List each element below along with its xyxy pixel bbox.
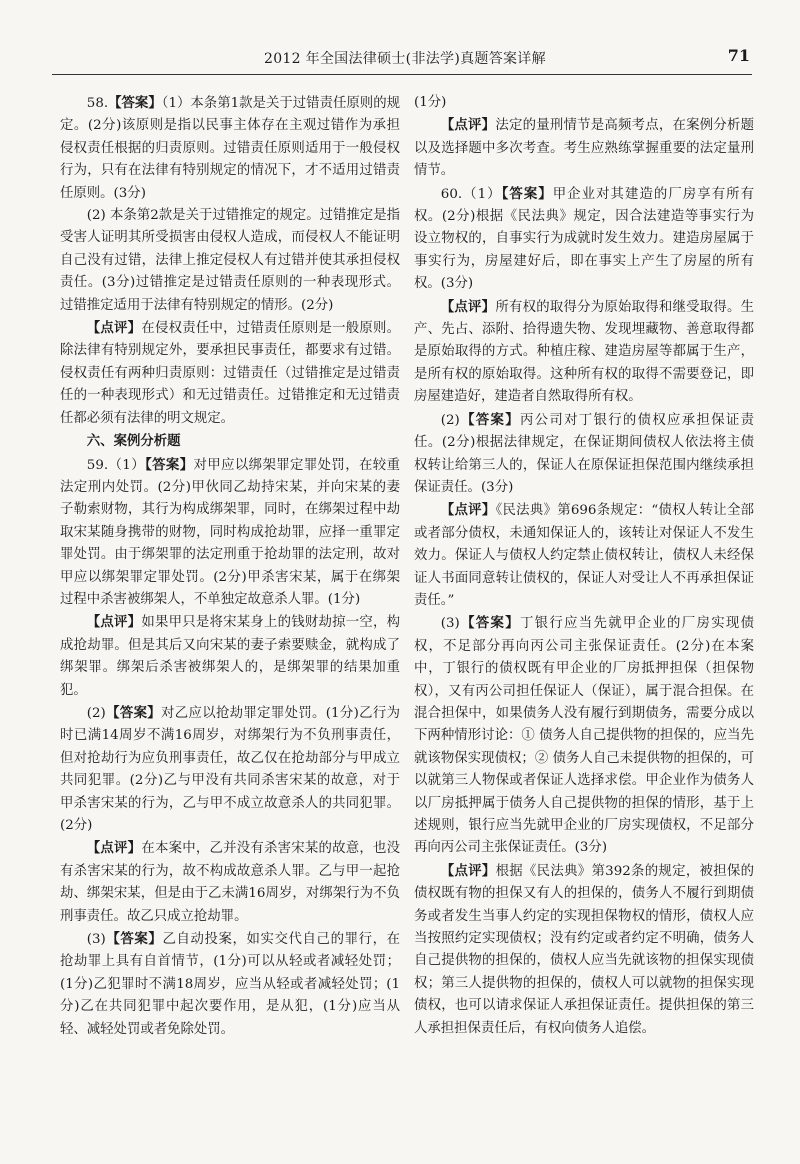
header-title: 2012 年全国法律硕士(非法学)真题答案详解 — [264, 51, 546, 67]
paragraph-text: 丙公司对丁银行的债权应承担保证责任。(2分)根据法律规定，在保证期间债权人依法将主债权转让给第三人的，保证人在原保证担保范围内继续承担保证责任。(3分) — [414, 412, 755, 495]
paragraph-text: (3) — [86, 932, 106, 948]
paragraph-text: 对甲应以绑架罪定罪处罚，在较重法定刑内处罚。(2分)甲伙同乙劫持宋某，并向宋某的妻子勒索财物，其行为构成绑架罪，同时，在绑架过程中劫取宋某随身携带的财物，同时构成抢劫罪，应择一重罪定罪处罚。由于绑架罪的法定刑重于抢劫罪的法定刑，故对甲应以绑架罪定罪处罚。(2分)甲杀害宋某，属于在绑架过程中杀害被绑架人，不单独定故意杀人罪。(1分) — [60, 457, 400, 607]
paragraph-text: 法定的量刑情节是高频考点，在案例分析题以及选择题中多次考查。考生应熟练掌握重要的法定量刑情节。 — [414, 118, 755, 179]
paragraph — [60, 205, 400, 317]
paragraph-text: 丁银行应当先就甲企业的厂房实现债权，不足部分再向丙公司主张保证责任。(2分)在本案中，丁银行的债权既有甲企业的厂房抵押担保（担保物权），又有丙公司担任保证人（保证），属于混合担保。在混合担保中，如果债务人没有履行到期债务，需要分成以下两种情形讨论：① 债务人自己提供物的担保的，应当先就该物保实现债权；② 债务人自己未提供物的担保的，可以就第三人物保或者保证人选择求偿。甲企业作为债务人以厂房抵押属于债务人自己提供物的担保的情形，基于上述规则，银行应当先就甲企业的厂房实现债权，不足部分再向丙公司主张保证责任。(3分) — [414, 616, 755, 856]
left-column — [60, 92, 400, 1041]
paragraph — [60, 928, 400, 1041]
paragraph — [414, 409, 754, 500]
bold-label: 【答案】 — [501, 185, 553, 202]
paragraph-text: (2) 本条第2款是关于过错推定的规定。过错推定是指受害人证明其所受损害由侵权人造成，而侵权人不能证明自己没有过错，法律上推定侵权人有过错并使其承担侵权责任。(3分)过错推定是过错责任原则的一种表现形式。过错推定适用于法律有特别规定的情形。(2分) — [60, 208, 400, 313]
paragraph-text: （1）本条第1款是关于过错责任原则的规定。(2分)该原则是指以民事主体存在主观过错作为承担侵权责任根据的归责原则。过错责任原则适用于一般侵权行为，只有在法律有特别规定的情况下，才不适用过错责任原则。(3分) — [60, 96, 400, 201]
paragraph — [414, 296, 754, 409]
paragraph — [60, 702, 400, 837]
bold-label: 【点评】 — [440, 298, 496, 315]
paragraph-text: (3) — [440, 616, 460, 632]
paragraph — [414, 499, 754, 612]
paragraph-text: 58. — [86, 96, 109, 111]
running-header — [52, 44, 752, 75]
bold-label: 【答案】 — [459, 615, 520, 632]
paragraph — [60, 92, 400, 205]
paragraph-text: 乙自动投案，如实交代自己的罪行，在抢劫罪上具有自首情节，(1分)可以从轻或者减轻处罚；(1分)乙犯罪时不满18周岁，应当从轻或者减轻处罚；(1分)乙在共同犯罪中起次要作用，是从犯，(1分)应当从轻、减轻处罚或者免除处罚。 — [60, 932, 401, 1037]
paragraph — [60, 837, 400, 928]
paragraph-text: (2) — [440, 412, 460, 428]
bold-label: 【答案】 — [105, 704, 162, 721]
bold-label: 【点评】 — [440, 502, 496, 519]
paragraph-text: (1分) — [414, 95, 447, 110]
paragraph-text: 如果甲只是将宋某身上的钱财劫掠一空，构成抢劫罪。但是其后又向宋某的妻子索要赎金，就构成了绑架罪。绑架后杀害被绑架人的，是绑架罪的结果加重犯。 — [60, 615, 401, 698]
paragraph — [60, 454, 400, 612]
paragraph-text: 甲企业对其建造的厂房享有所有权。(2分)根据《民法典》规定，因合法建造等事实行为设立物权的，自事实行为成就时发生效力。建造房屋属于事实行为，房屋建好后，即在事实上产生了房屋的所有权。(3分) — [414, 186, 754, 292]
bold-label: 【答案】 — [145, 456, 194, 473]
paragraph-text: 59.（1） — [86, 457, 146, 473]
paragraph — [414, 114, 754, 182]
bold-label: 【答案】 — [459, 411, 520, 428]
paragraph-text: 《民法典》第696条规定：“债权人转让全部或者部分债权，未通知保证人的，该转让对保证人不发生效力。保证人与债权人约定禁止债权转让，债权人未经保证人书面同意转让债权的，保证人对受让人不再承担保证责任。” — [414, 503, 755, 608]
paragraph-text: (2) — [86, 705, 106, 721]
paragraph-text: 在侵权责任中，过错责任原则是一般原则。除法律有特别规定外，要承担民事责任，都要求有过错。侵权责任有两种归责原则：过错责任（过错推定是过错责任的一种表现形式）和无过错责任。过错推定和无过错责任都必须有法律的明文规定。 — [60, 321, 401, 426]
bold-label: 【点评】 — [86, 614, 142, 631]
section-heading — [60, 430, 400, 453]
bold-label: 【点评】 — [440, 862, 496, 879]
bold-label: 【点评】 — [440, 117, 496, 134]
paragraph-text: 60.（1） — [440, 186, 502, 202]
paragraph — [414, 92, 754, 114]
paragraph-text: 所有权的取得分为原始取得和继受取得。生产、先占、添附、拾得遗失物、发现埋藏物、善意取得都是原始取得的方式。种植庄稼、建造房屋等都属于生产，是所有权的原始取得。这种所有权的取得不需要登记，即房屋建造好，建造者自然取得所有权。 — [414, 299, 755, 405]
page-number: 71 — [727, 46, 750, 65]
bold-label: 【答案】 — [108, 95, 162, 111]
paragraph-text: 根据《民法典》第392条的规定，被担保的债权既有物的担保又有人的担保的，债务人不履行到期债务或者发生当事人约定的实现担保物权的情形，债权人应当按照约定实现债权；没有约定或者约定不明确，债务人自己提供物的担保的，债权人应当先就该物的担保实现债权；第三人提供物的担保的，债权人可以就物的担保实现债权，也可以请求保证人承担保证责任。提供担保的第三人承担担保责任后，有权向债务人追偿。 — [414, 863, 755, 1036]
bold-label: 【点评】 — [86, 320, 142, 337]
paragraph-text: 对乙应以抢劫罪定罪处罚。(1分)乙行为时已满14周岁不满16周岁，对绑架行为不负刑事责任，但对抢劫行为应负刑事责任，故乙仅在抢劫部分与甲成立共同犯罪。(2分)乙与甲没有共同杀害宋某的故意，对于甲杀害宋某的行为，乙与甲不成立故意杀人的共同犯罪。(2分) — [60, 705, 401, 833]
paragraph-text: 在本案中，乙并没有杀害宋某的故意，也没有杀害宋某的行为，故不构成故意杀人罪。乙与甲一起抢劫、绑架宋某，但是由于乙未满16周岁，对绑架行为不负刑事责任。故乙只成立抢劫罪。 — [60, 841, 401, 924]
paragraph — [60, 317, 400, 430]
paragraph — [414, 183, 754, 296]
paragraph — [414, 860, 754, 1040]
paragraph — [60, 611, 400, 702]
bold-label: 【点评】 — [86, 840, 142, 857]
right-column — [414, 92, 754, 1040]
paragraph — [414, 612, 754, 859]
bold-label: 【答案】 — [105, 931, 163, 948]
bold-label: 六、案例分析题 — [86, 433, 181, 450]
